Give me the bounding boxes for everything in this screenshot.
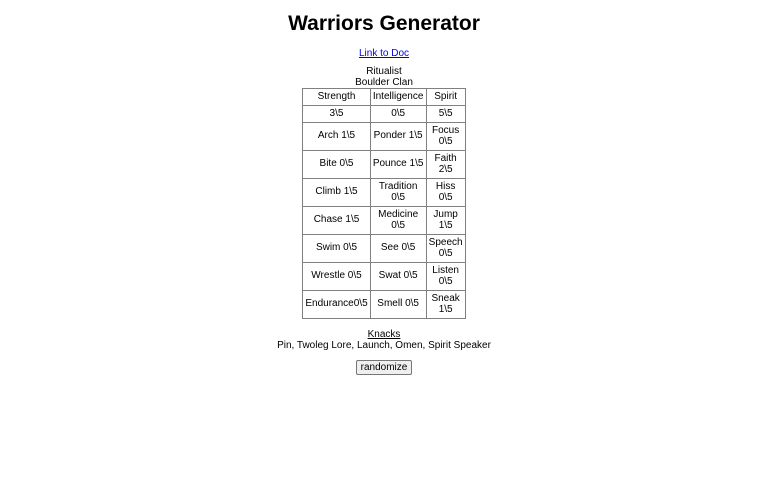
header-spirit: Spirit	[426, 89, 465, 106]
table-row	[303, 123, 465, 151]
spirit-skill-text: Hiss 0\5	[435, 181, 456, 203]
intelligence-skill	[370, 179, 426, 207]
spirit-skill	[426, 151, 465, 179]
table-row	[303, 263, 465, 291]
table-row	[303, 207, 465, 235]
strength-skill: Endurance0\5	[303, 291, 370, 319]
strength-skill: Arch 1\5	[303, 123, 370, 151]
intelligence-skill: Ponder 1\5	[370, 123, 426, 151]
strength-skill: Bite 0\5	[303, 151, 370, 179]
intelligence-skill: See 0\5	[370, 235, 426, 263]
strength-skill: Wrestle 0\5	[303, 263, 370, 291]
intelligence-skill-text: Tradition 0\5	[378, 181, 418, 203]
knacks-title: Knacks	[367, 329, 401, 340]
table-row	[303, 151, 465, 179]
totals-row	[303, 106, 465, 123]
randomize-button[interactable]: randomize	[356, 360, 413, 375]
table-row	[303, 179, 465, 207]
spirit-skill	[426, 207, 465, 235]
intelligence-skill	[370, 207, 426, 235]
spirit-skill	[426, 235, 465, 263]
spirit-skill	[426, 291, 465, 319]
spirit-skill-text: Faith 2\5	[434, 153, 457, 175]
spirit-skill-text: Speech 0\5	[428, 237, 463, 259]
strength-skill: Swim 0\5	[303, 235, 370, 263]
spirit-skill-text: Focus 0\5	[432, 125, 460, 147]
total-intelligence: 0\5	[370, 106, 426, 123]
intelligence-skill: Pounce 1\5	[370, 151, 426, 179]
stats-table	[302, 88, 465, 319]
strength-skill: Climb 1\5	[303, 179, 370, 207]
spirit-skill	[426, 123, 465, 151]
header-intelligence: Intelligence	[370, 89, 426, 106]
spirit-skill-text: Sneak 1\5	[431, 293, 460, 315]
spirit-skill	[426, 263, 465, 291]
spirit-skill	[426, 179, 465, 207]
character-info	[0, 66, 768, 88]
intelligence-skill: Smell 0\5	[370, 291, 426, 319]
knacks-list: Pin, Twoleg Lore, Launch, Omen, Spirit Speaker	[277, 340, 491, 351]
page-title: Warriors Generator	[288, 12, 480, 35]
table-header-row	[303, 89, 465, 106]
character-rank: Ritualist	[366, 66, 402, 77]
strength-skill: Chase 1\5	[303, 207, 370, 235]
intelligence-skill: Swat 0\5	[370, 263, 426, 291]
total-spirit: 5\5	[426, 106, 465, 123]
spirit-skill-text: Listen 0\5	[432, 265, 459, 287]
header-strength: Strength	[303, 89, 370, 106]
spirit-skill-text: Jump 1\5	[433, 209, 458, 231]
table-row	[303, 235, 465, 263]
total-strength: 3\5	[303, 106, 370, 123]
doc-link[interactable]: Link to Doc	[358, 48, 410, 59]
intelligence-skill-text: Medicine 0\5	[378, 209, 419, 231]
table-row	[303, 291, 465, 319]
character-clan: Boulder Clan	[355, 77, 413, 88]
